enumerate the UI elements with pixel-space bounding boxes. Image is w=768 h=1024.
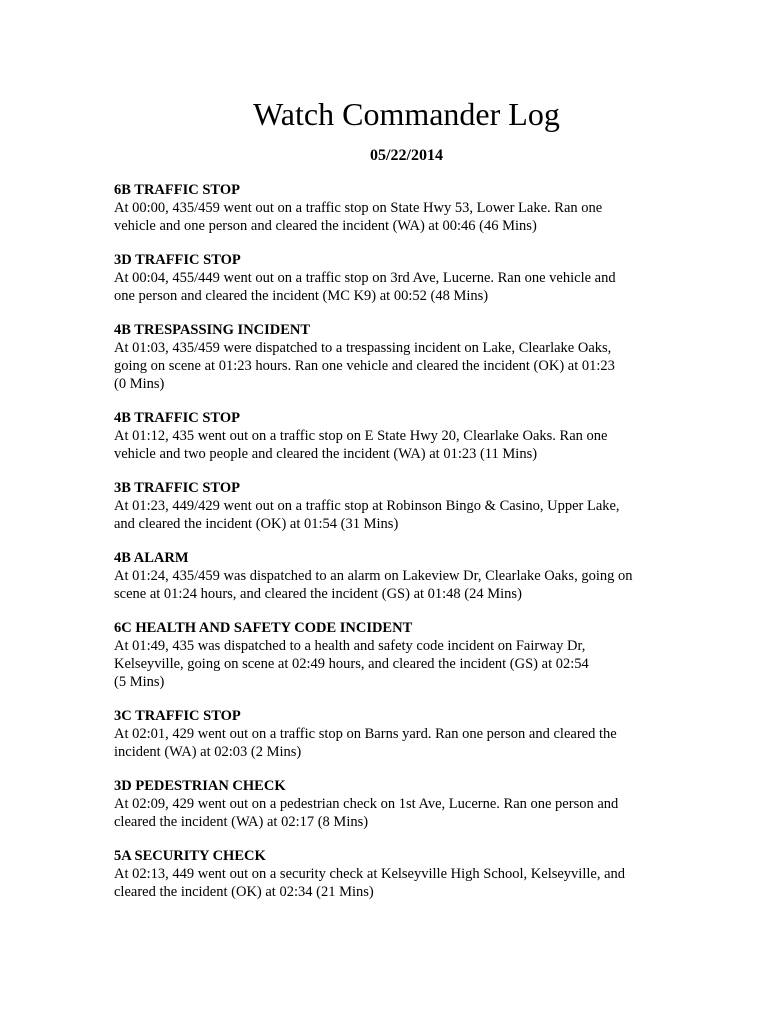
entry-heading: 3D PEDESTRIAN CHECK (114, 778, 286, 794)
entry-line: scene at 01:24 hours, and cleared the incident (GS) at 01:48 (24 Mins) (114, 586, 522, 602)
entry-body (114, 427, 654, 463)
entry-heading: 3D TRAFFIC STOP (114, 252, 241, 268)
entry-line: At 01:24, 435/459 was dispatched to an alarm on Lakeview Dr, Clearlake Oaks, going on (114, 568, 633, 584)
entry-heading: 4B ALARM (114, 550, 189, 566)
log-entry (114, 847, 654, 901)
entry-line: At 02:01, 429 went out on a traffic stop on Barns yard. Ran one person and cleared the (114, 726, 617, 742)
entry-line: vehicle and two people and cleared the incident (WA) at 01:23 (11 Mins) (114, 446, 538, 462)
entry-line: vehicle and one person and cleared the incident (WA) at 00:46 (46 Mins) (114, 218, 537, 234)
entry-line: (5 Mins) (114, 674, 165, 690)
entry-line: At 01:03, 435/459 were dispatched to a trespassing incident on Lake, Clearlake Oaks, (114, 340, 612, 356)
entry-heading: 5A SECURITY CHECK (114, 848, 266, 864)
entry-line: cleared the incident (WA) at 02:17 (8 Mins) (114, 814, 369, 830)
log-entry (114, 707, 654, 761)
entry-line: At 01:49, 435 was dispatched to a health and safety code incident on Fairway Dr, (114, 638, 586, 654)
log-entry (114, 409, 654, 463)
entry-heading: 4B TRESPASSING INCIDENT (114, 322, 311, 338)
entry-line: cleared the incident (OK) at 02:34 (21 Mins) (114, 884, 374, 900)
entry-body (114, 497, 654, 533)
entry-heading: 3C TRAFFIC STOP (114, 708, 241, 724)
entry-body (114, 567, 654, 603)
entry-line: At 01:12, 435 went out on a traffic stop on E State Hwy 20, Clearlake Oaks. Ran one (114, 428, 608, 444)
entry-heading: 6B TRAFFIC STOP (114, 182, 240, 198)
entry-body (114, 795, 654, 831)
log-entry (114, 251, 654, 305)
entry-line: and cleared the incident (OK) at 01:54 (31 Mins) (114, 516, 399, 532)
entry-body (114, 199, 654, 235)
entry-line: At 00:00, 435/459 went out on a traffic stop on State Hwy 53, Lower Lake. Ran one (114, 200, 603, 216)
entry-heading: 6C HEALTH AND SAFETY CODE INCIDENT (114, 620, 413, 636)
entry-body (114, 865, 654, 901)
log-entries (114, 181, 654, 917)
entry-line: At 02:13, 449 went out on a security check at Kelseyville High School, Kelseyville, and (114, 866, 626, 882)
entry-body (114, 269, 654, 305)
entry-line: At 01:23, 449/429 went out on a traffic stop at Robinson Bingo & Casino, Upper Lake, (114, 498, 620, 514)
log-entry (114, 181, 654, 235)
entry-body (114, 339, 654, 393)
log-entry (114, 321, 654, 393)
entry-line: going on scene at 01:23 hours. Ran one vehicle and cleared the incident (OK) at 01:23 (114, 358, 615, 374)
entry-line: incident (WA) at 02:03 (2 Mins) (114, 744, 302, 760)
log-date: 05/22/2014 (370, 147, 443, 164)
entry-line: At 02:09, 429 went out on a pedestrian check on 1st Ave, Lucerne. Ran one person and (114, 796, 619, 812)
log-entry (114, 619, 654, 691)
entry-line: (0 Mins) (114, 376, 165, 392)
entry-line: Kelseyville, going on scene at 02:49 hours, and cleared the incident (GS) at 02:54 (114, 656, 589, 672)
entry-body (114, 725, 654, 761)
entry-heading: 4B TRAFFIC STOP (114, 410, 240, 426)
entry-body (114, 637, 654, 691)
entry-line: one person and cleared the incident (MC K9) at 00:52 (48 Mins) (114, 288, 489, 304)
log-entry (114, 479, 654, 533)
log-entry (114, 549, 654, 603)
entry-heading: 3B TRAFFIC STOP (114, 480, 240, 496)
page-title: Watch Commander Log (253, 96, 560, 132)
entry-line: At 00:04, 455/449 went out on a traffic stop on 3rd Ave, Lucerne. Ran one vehicle and (114, 270, 616, 286)
log-entry (114, 777, 654, 831)
